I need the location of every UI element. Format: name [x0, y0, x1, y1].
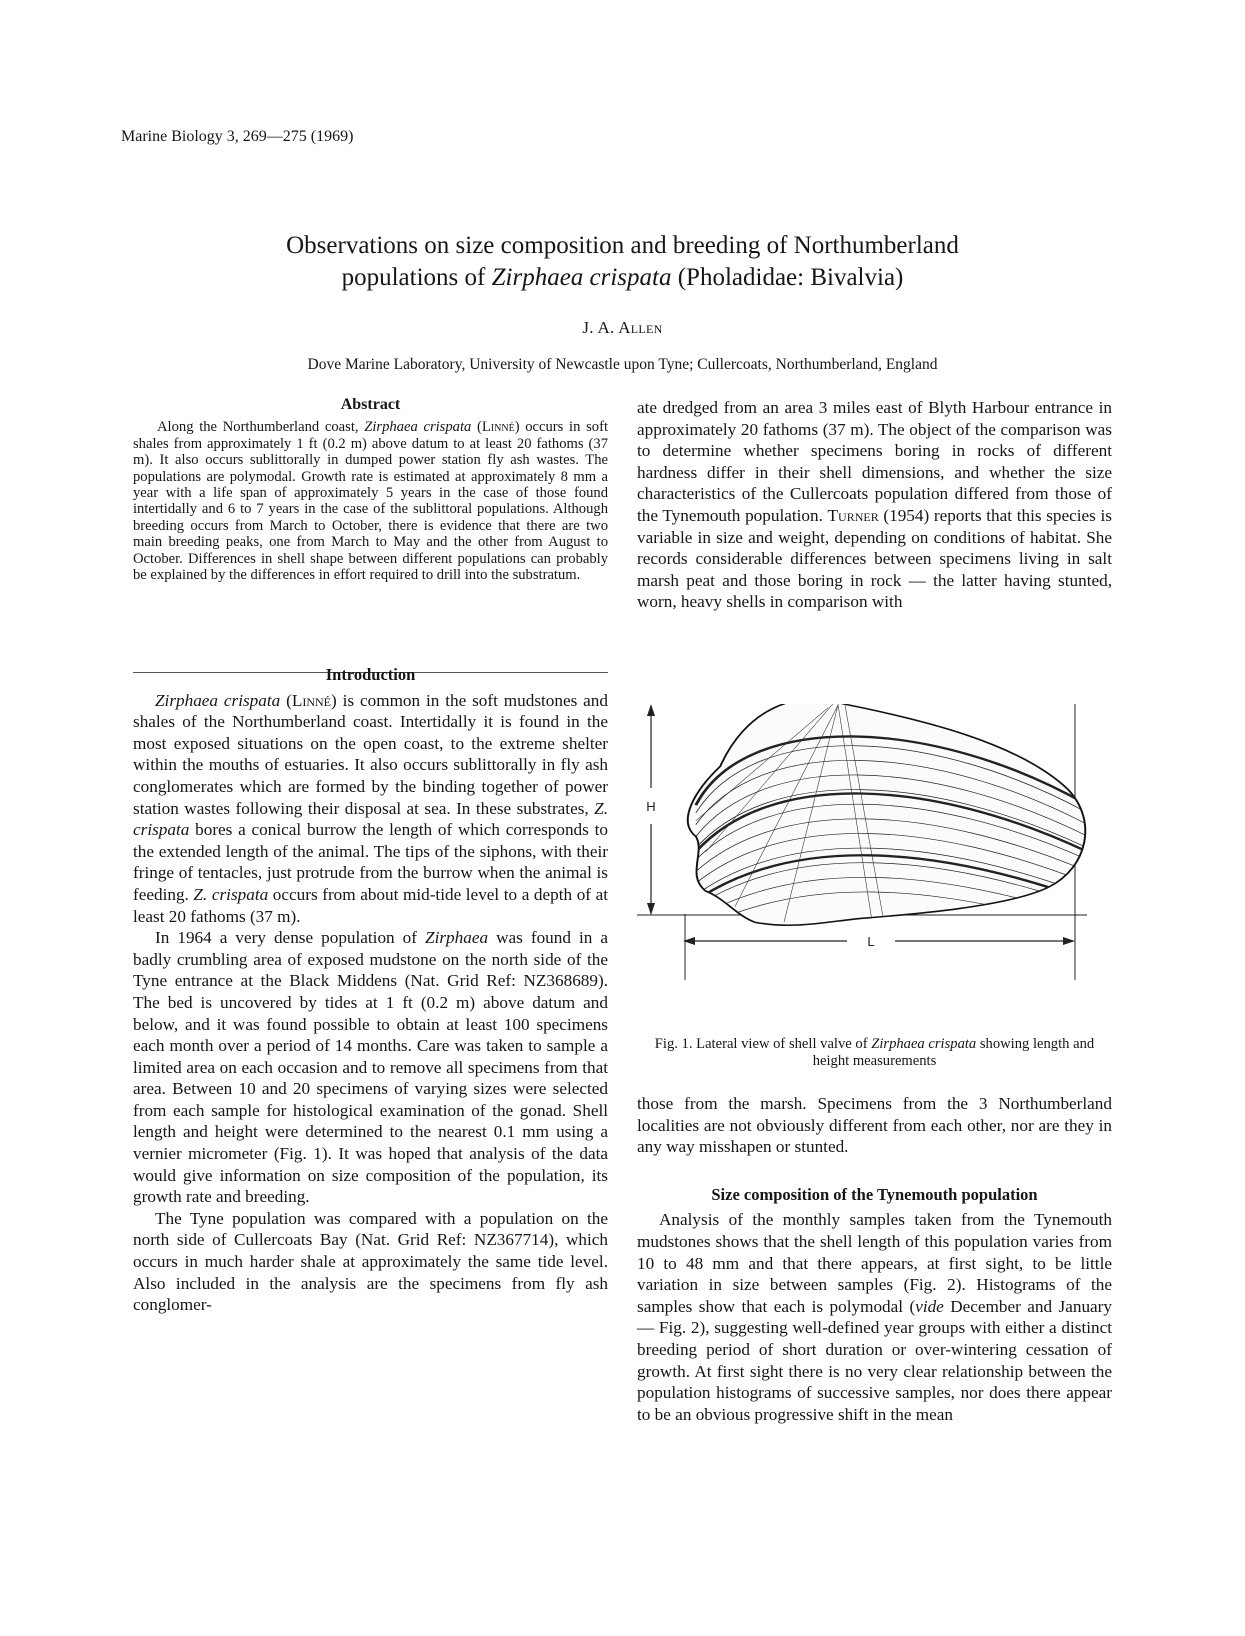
intro-species: Zirphaea crispata: [155, 690, 281, 710]
height-label: H: [646, 799, 656, 814]
intro-paragraph-3: The Tyne population was compared with a population on the north side of Cullercoats Bay (Nat. Grid Ref: NZ367714), which occurs in much harder shale at approximately the same tide level. Also included in the analysis are the specimens from fly ash conglomer-: [133, 1208, 608, 1315]
paper-title: [140, 230, 1105, 294]
title-species: Zirphaea crispata: [491, 264, 672, 291]
intro-paragraph-1: [133, 690, 608, 928]
intro-species-abbrev: Z. crispata: [193, 884, 269, 904]
abstract-species: Zirphaea crispata: [364, 419, 472, 436]
introduction-heading: Introduction: [325, 665, 416, 684]
abstract-run: Along the Northumberland coast,: [157, 419, 365, 436]
intro-run: In 1964 a very dense population of: [155, 928, 426, 948]
right-column-bottom: [637, 1093, 1112, 1425]
comparison-paragraph: [637, 397, 1112, 613]
abstract-run: (: [471, 419, 482, 436]
abstract-heading: Abstract: [340, 396, 401, 413]
size-composition-paragraph: [637, 1209, 1112, 1425]
citation-author: Turner: [827, 505, 879, 525]
intro-run: occurs from about mid-tide level to a depth of at least 20 fathoms (37 m).: [133, 884, 608, 926]
intro-run: bores a conical burrow the length of which corresponds to the extended length of the animal. The tips of the siphons, with their fringe of tentacles, just protrude from the burrow when the animal is feeding.: [133, 820, 608, 904]
intro-run: was found in a badly crumbling area of exposed mudstone on the north side of the Tyne entrance at the Black Middens (Nat. Grid Ref: NZ368689). The bed is uncovered by tides at 1 ft (0.2 m) above datum and below, and it was found possible to obtain at least 100 specimens each month over a period of 14 months. Care was taken to sample a limited area on each occasion and to remove all specimens from that area. Between 10 and 20 specimens of varying sizes were selected from each sample for histological examination of the gonad. Shell length and height were determined to the nearest 0.1 mm using a vernier micrometer (Fig. 1). It was hoped that analysis of the data would give information on size composition of the population, its growth rate and breeding.: [133, 928, 608, 1207]
title-text-end: (Pholadidae: Bivalvia): [671, 264, 904, 291]
title-line-2: [140, 262, 1105, 294]
shell-valve: [688, 704, 1088, 930]
intro-paragraph-2: [133, 927, 608, 1208]
body-run: December and January — Fig. 2), suggesting well-defined year groups with either a distinct breeding period of short duration or over-wintering cessation of growth. At first sight there is no very clear relationship between the population histograms of successive samples, nor does there appear to be an obvious progressive shift in the mean: [637, 1296, 1112, 1424]
size-composition-heading: Size composition of the Tynemouth population: [711, 1184, 1038, 1204]
abstract-section: [133, 397, 608, 583]
figure-1-shell-drawing: [637, 704, 1115, 1024]
right-column-top: [637, 397, 1112, 613]
intro-genus: Zirphaea: [425, 928, 489, 948]
introduction-section: [133, 664, 608, 1316]
body-run: ate dredged from an area 3 miles east of Blyth Harbour entrance in approximately 20 fathoms (37 m). The object of the comparison was to determine whether specimens boring in rocks of different hardness differ in their shell dimensions, and whether the size characteristics of the Cullercoats population differed from those of the Tynemouth population.: [637, 398, 1112, 525]
vide-term: vide: [915, 1296, 944, 1316]
abstract-authority: Linné: [481, 419, 515, 436]
intro-run: ) is common in the soft mudstones and shales of the Northumberland coast. Intertidally it is found in the most exposed situations on the open coast, to the extreme shelter within the mouths of estuaries. It also occurs sublittorally in fly ash conglomerates which are formed by the binding together of power station wastes following their disposal at sea. In these substrates,: [133, 690, 608, 818]
author-name: J. A. Allen: [582, 318, 663, 337]
figure-1-caption: [637, 1036, 1112, 1070]
title-text: populations of: [341, 264, 492, 291]
abstract-run: ) occurs in soft shales from approximately 1 ft (0.2 m) above datum to at least 20 fathoms (37 m). It also occurs sublittorally in dumped power station fly ash wastes. The populations are polymodal. Growth rate is estimated at approximately 8 mm a year with a life span of approximately 5 years in the case of those found intertidally and 6 to 7 years in the case of the sublittoral populations. Although breeding occurs from March to October, there is evidence that there are two main breeding peaks, one from March to May and the other from August to October. Differences in shell shape between different populations can probably be explained by the differences in effort required to drill into the substratum.: [133, 419, 609, 584]
caption-run: Fig. 1. Lateral view of shell valve of: [654, 1036, 872, 1052]
body-run: (1954) reports that this species is variable in size and weight, depending on conditions of habitat. She records considerable differences between specimens living in salt marsh peat and those boring in rock — the latter having stunted, worn, heavy shells in comparison with: [637, 505, 1112, 612]
marsh-paragraph: those from the marsh. Specimens from the 3 Northumberland localities are not obviously different from each other, nor are they in any way misshapen or stunted.: [637, 1094, 1112, 1157]
intro-run: (: [280, 690, 292, 710]
body-run: Analysis of the monthly samples taken from the Tynemouth mudstones shows that the shell length of this population varies from 10 to 48 mm and that there appears, at first sight, to be little variation in size between samples (Fig. 2). Histograms of the samples show that each is polymodal (: [637, 1210, 1112, 1316]
intro-authority: Linné: [291, 690, 332, 710]
intro-species-abbrev: Z. crispata: [133, 798, 608, 840]
abstract-text: [133, 419, 608, 583]
journal-citation: Marine Biology 3, 269—275 (1969): [121, 128, 354, 145]
affiliation: Dove Marine Laboratory, University of Newcastle upon Tyne; Cullercoats, Northumberland, England: [307, 356, 938, 373]
caption-species: Zirphaea crispata: [871, 1036, 977, 1052]
title-line-1: Observations on size composition and breeding of Northumberland: [286, 232, 959, 259]
length-label: L: [867, 934, 875, 949]
caption-run: showing length and height measurements: [812, 1036, 1095, 1069]
